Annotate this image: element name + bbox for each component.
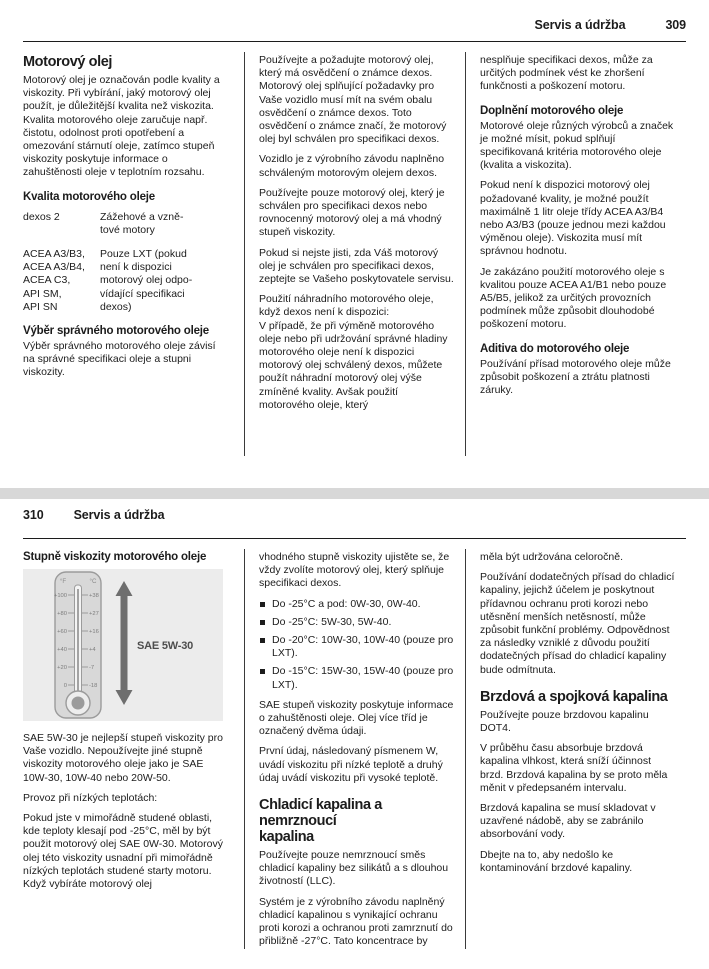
svg-text:+16: +16 [89,629,99,635]
page-number: 310 [23,508,44,522]
viscosity-bullet-list [259,598,456,692]
paragraph: Výběr správného motorového oleje závisí na správné specifikaci oleje a stupni viskozity. [23,340,216,379]
paragraph: Používejte pouze brzdovou kapalinu DOT4. [480,708,649,735]
svg-text:+20: +20 [57,665,67,671]
sae-grade-label: SAE 5W-30 [137,640,194,652]
paragraph: SAE 5W-30 je nejlepší stupeň viskozity pro Vaše vozidlo. Nepoužívejte jiné stupně viskozity motorového oleje jako je SAE 10W-30, 10W-40 nebo 20W-50. [23,732,223,784]
page-310 [0,499,709,969]
paragraph: Používání přísad motorového oleje může způsobit poškození a ztrátu platnosti záruky. [480,357,671,397]
list-item: Do -20°C: 10W-30, 10W-40 (pouze pro LXT). [259,634,456,660]
paragraph: První údaj, následovaný písmenem W, uvádí viskozitu při nízké teplotě a druhý údaj uvádí viskozitu při vysoké teplotě. [259,745,443,784]
page-separator [0,488,709,499]
svg-text:+4: +4 [89,647,96,653]
thermometer-icon [54,572,101,718]
three-column-layout [23,549,686,949]
svg-text:-7: -7 [89,665,95,671]
paragraph: nesplňuje specifikaci dexos, může za určitých podmínek vést ke zhoršení funkčnosti a poškození motoru. [480,54,653,93]
svg-text:-18: -18 [89,683,98,689]
paragraph: Motorový olej je označován podle kvality a viskozity. Při vybírání, jaký motorový olej použít, je důležitější kvalita než viskozita. Kvalita motorového oleje zaručuje např. čistotu, odolnost proti opotřebení a omezování stárnutí oleje, zatímco stupeň viskozity poskytuje informace o zahuštěnosti oleje v teplotním rozsahu. [23,74,220,179]
paragraph: Je zakázáno použití motorového oleje s kvalitou pouze ACEA A1/B1 nebo pouze A5/B5, jelikož za určitých provozních podmínek může způsobit dlouhodobé poškození motoru. [480,265,667,331]
oil-quality-table [23,211,228,314]
table-cell-spec: dexos 2 [23,210,60,223]
section-title-motor-oil: Motorový olej [23,54,113,70]
subheading-oil-selection: Výběr správného motorového oleje [23,325,209,338]
paragraph: měla být udržována celoročně. [480,551,623,563]
column-1 [23,549,244,949]
paragraph: SAE stupeň viskozity poskytuje informace o zahuštěnosti oleje. Olej více tříd je označený dvěma údaji. [259,698,454,738]
svg-text:+100: +100 [53,593,67,599]
column-3 [465,549,686,949]
svg-text:+38: +38 [89,593,99,599]
page-header [23,18,686,32]
subheading-viscosity-grades: Stupně viskozity motorového oleje [23,551,207,563]
paragraph: Používejte pouze motorový olej, který je schválen pro specifikaci dexos nebo rovnocenný motorový olej a má vhodný stupeň viskozity. [259,186,445,239]
paragraph: Provoz při nízkých teplotách: [23,791,158,804]
paragraph: Používejte a požadujte motorový olej, který má osvědčení o známce dexos. Motorový olej splňující požadavky pro Vaše vozidlo musí mít na svém obalu osvědčení o známce dexos. Toto osvědčení o známce značí, že motorový olej byl schválen pro specifikaci dexos. [259,54,447,146]
paragraph: Používejte pouze nemrznoucí směs chladicí kapaliny bez silikátů a s dlouhou životností (LLC). [259,849,449,888]
paragraph: Pokud si nejste jisti, zda Váš motorový olej je schválen pro specifikaci dexos, zeptejte se Vašeho poskytovatele servisu. [259,246,454,286]
thermometer-illustration [23,569,223,721]
column-1 [23,52,244,456]
paragraph: Systém je z výrobního závodu naplněný chladicí kapalinou s vynikající ochranu proti korozi a ochranou proti zamrznutí do přibližně -27°C. Tato koncentrace by [259,895,453,948]
page-header-title: Servis a údržba [534,18,626,32]
paragraph: Motorové oleje různých výrobců a značek je možné mísit, pokud splňují specifikovaná kritéria motorového oleje (kvalita a viskozita). [480,119,674,172]
list-item: Do -15°C: 15W-30, 15W-40 (pouze pro LXT). [259,665,456,691]
table-cell-spec: ACEA A3/B3, ACEA A3/B4, ACEA C3, API SM, API SN [23,248,85,313]
list-item: Do -25°C a pod: 0W-30, 0W-40. [259,598,456,611]
page-header [23,508,686,522]
temperature-range-arrow-icon [116,581,133,705]
paragraph: Pokud jste v mimořádně studené oblasti, kde teploty klesají pod -25°C, měl by být použit motorový olej SAE 0W-30. Motorový olej této viskozity usnadní při mimořádně nízkých teplotách studené starty motoru. Když vybíráte motorový olej [23,812,223,891]
table-cell-engines: Zážehové a vzně- tové motory [100,210,184,236]
svg-text:+60: +60 [57,629,67,635]
svg-text:+27: +27 [89,611,99,617]
three-column-layout [23,52,686,456]
header-rule [23,41,686,42]
section-title-coolant: Chladicí kapalina a nemrznoucí kapalina [259,797,382,846]
header-rule [23,538,686,539]
viscosity-figure [23,569,223,721]
paragraph: Používání dodatečných přísad do chladicí kapaliny, jejichž účelem je poskytnout přídavnou ochranu proti korozi nebo utěsnění menších netěsností, může způsobit funkční problémy. Odpovědnost za následky vzniklé z důvodu použití dodatečných přísad do chladicí kapaliny bude odmítnuta. [480,571,675,676]
column-2 [244,549,465,949]
paragraph: Brzdová kapalina se musí skladovat v uzavřené nádobě, aby se zabránilo absorbování vody. [480,802,656,841]
subheading-oil-refill: Doplnění motorového oleje [480,104,624,117]
paragraph: Pokud není k dispozici motorový olej požadované kvality, je možné použít maximálně 1 litr oleje třídy ACEA A3/B4 nebo A3/B3 (pouze jednou mezi každou výměnou oleje). Viskozita musí mít správnou hodnotu. [480,179,666,258]
page-number: 309 [665,18,686,32]
svg-text:+40: +40 [57,647,67,653]
svg-text:°C: °C [89,578,97,585]
subheading-oil-quality: Kvalita motorového oleje [23,190,155,203]
list-item: Do -25°C: 5W-30, 5W-40. [259,616,456,629]
paragraph: vhodného stupně viskozity ujistěte se, že vždy zvolíte motorový olej, který splňuje specifikaci dexos. [259,551,450,590]
svg-text:+80: +80 [57,611,67,617]
column-3 [465,52,686,456]
svg-text:0: 0 [63,683,67,689]
paragraph: Použití náhradního motorového oleje, když dexos není k dispozici: V případě, že při výměně motorového oleje nebo při udržování správné hladiny motorového oleje není k dispozici motorový olej schválený dexos, můžete použít náhradní motorový olej výše zmíněné kvality. Avšak použití motorového oleje, který [259,293,448,411]
table-cell-engines: Pouze LXT (pokud není k dispozici motorový olej odpo- vídající specifikaci dexos) [100,248,193,313]
subheading-oil-additives: Aditiva do motorového oleje [480,342,630,355]
column-2 [244,52,465,456]
svg-text:°F: °F [59,578,67,585]
paragraph: V průběhu času absorbuje brzdová kapalina vlhkost, která sníží účinnost brzd. Brzdová kapalina by se proto měla měnit v předepsaném intervalu. [480,742,668,794]
page-header-title: Servis a údržba [73,508,165,522]
paragraph: Vozidlo je z výrobního závodu naplněno schváleným motorovým olejem dexos. [259,153,445,179]
paragraph: Dbejte na to, aby nedošlo ke kontaminování brzdové kapaliny. [480,848,633,874]
section-title-brake-fluid: Brzdová a spojková kapalina [480,688,668,705]
